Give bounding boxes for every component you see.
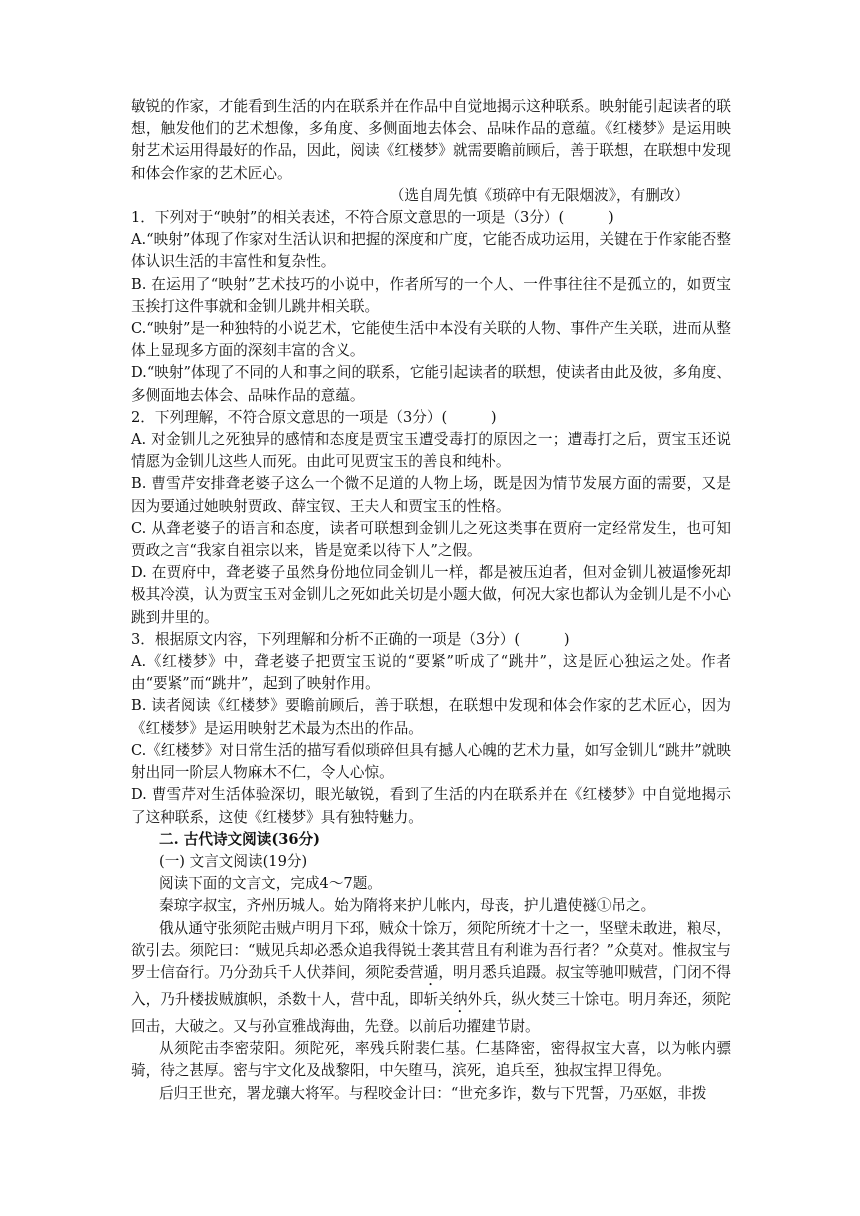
intro-paragraph: 敏锐的作家，才能看到生活的内在联系并在作品中自觉地揭示这种联系。映射能引起读者的联想，触发他们的艺术想像，多角度、多侧面地去体会、品味作品的意蕴。《红楼梦》是运用映射艺术运用得最好的作品，因此，阅读《红楼梦》就需要瞻前顾后，善于联想，在联想中发现和体会作家的艺术匠心。: [131, 98, 731, 182]
dotted-word-dun: 遁: [423, 963, 439, 981]
classical-paragraph-3: 从须陀击李密荥阳。须陀死，率残兵附裴仁基。仁基降密，密得叔宝大喜，以为帐内骠骑，待之甚厚。密与宇文化及战黎阳，中矢堕马，滨死，追兵至，独叔宝捍卫得免。: [131, 1040, 731, 1080]
question-3-option-a: A.《红楼梦》中，聋老婆子把贾宝玉说的“要紧”听成了“跳井”，这是匠心独运之处。作者由“要紧”而“跳井”，起到了映射作用。: [131, 653, 731, 693]
question-2-stem: 2．下列理解，不符合原文意思的一项是（3分）( ): [131, 408, 497, 426]
question-3-option-d: D. 曹雪芹对生活体验深切，眼光敏锐，看到了生活的内在联系并在《红楼梦》中自觉地揭示了这种联系，这使《红楼梦》具有独特魅力。: [131, 786, 731, 826]
classical-paragraph-2-part-a: 俄从通守张须陀击贼卢明月下邳，贼众十馀万，须陀所统才十之一，坚壁未敢进，粮尽，欲引去。须陀曰：“贼见兵却必悉众追我得锐士袭其营且有利谁为吾行者？”众莫对。惟叔宝与罗士信奋行。乃分劲兵千人伏莽间，须陀委营: [131, 919, 731, 981]
question-3-stem: 3．根据原文内容，下列理解和分析不正确的一项是（3分）( ): [131, 630, 570, 648]
question-2-option-b: B. 曹雪芹安排聋老婆子这么一个微不足道的人物上场，既是因为情节发展方面的需要，又是因为要通过她映射贾政、薛宝钗、王夫人和贾宝玉的性格。: [131, 475, 731, 515]
question-2-option-d: D. 在贾府中，聋老婆子虽然身份地位同金钏儿一样，都是被压迫者，但对金钏儿被逼惨死却极其冷漠，认为贾宝玉对金钏儿之死如此关切是小题大做，何况大家也都认为金钏儿是不小心跳到井里的。: [131, 564, 731, 626]
classical-paragraph-2: [131, 918, 731, 1039]
question-1-stem: 1．下列对于“映射”的相关表述，不符合原文意思的一项是（3分）( ): [131, 209, 614, 227]
question-2-option-a: A. 对金钏儿之死独异的感情和态度是贾宝玉遭受毒打的原因之一；遭毒打之后，贾宝玉还说情愿为金钏儿这些人而死。由此可见贾宝玉的善良和纯朴。: [131, 431, 731, 471]
question-1-option-d: D.“映射”体现了不同的人和事之间的联系，它能引起读者的联想，使读者由此及彼，多角度、多侧面地去体会、品味作品的意蕴。: [131, 364, 731, 404]
question-3-option-b: B. 读者阅读《红楼梦》要瞻前顾后，善于联想，在联想中发现和体会作家的艺术匠心，因为《红楼梦》是运用映射艺术最为杰出的作品。: [131, 697, 731, 737]
classical-paragraph-1: 秦琼字叔宝，齐州历城人。始为隋将来护儿帐内，母丧，护儿遣使襚①吊之。: [159, 897, 656, 915]
question-1-option-a: A.“映射”体现了作家对生活认识和把握的深度和广度，它能否成功运用，关键在于作家能否整体认识生活的丰富性和复杂性。: [131, 231, 731, 271]
question-1-option-b: B. 在运用了“映射”艺术技巧的小说中，作者所写的一个人、一件事往往不是孤立的，如贾宝玉挨打这件事就和金钏儿跳井相关联。: [131, 275, 731, 315]
section-title: 二. 古代诗文阅读(36分): [159, 830, 321, 848]
instruction: 阅读下面的文言文，完成4～7题。: [159, 875, 382, 893]
question-1-option-c: C.“映射”是一种独特的小说艺术，它能使生活中本没有关联的人物、事件产生关联，进而从整体上显现多方面的深刻丰富的含义。: [131, 320, 731, 360]
source-note: （选自周先慎《琐碎中有无限烟波》，有删改）: [389, 186, 689, 204]
classical-paragraph-4: 后归王世充，署龙骧大将军。与程咬金计曰：“世充多诈，数与下咒誓，乃巫妪，非拨: [159, 1084, 707, 1102]
classical-paragraph-2-part-b: ，明月悉兵追蹑。叔宝等驰叩贼营，门闭不得入，乃升楼拔贼旗帜，杀数十人，营中乱，即斩关: [131, 963, 731, 1008]
classical-paragraph-2-part-c: 外兵，纵火焚三十馀屯。明月奔还，须陀回击，大破之。又与孙宣雅战海曲，先登。以前后功擢建节尉。: [131, 990, 731, 1035]
question-2-option-c: C. 从聋老婆子的语言和态度，读者可联想到金钏儿之死这类事在贾府一定经常发生，也可知贾政之言“我家自祖宗以来，皆是宽柔以待下人”之假。: [131, 519, 731, 560]
dotted-word-na: 纳: [452, 990, 468, 1008]
question-3-option-c: C.《红楼梦》对日常生活的描写看似琐碎但具有撼人心魄的艺术力量，如写金钏儿“跳井”就映射出同一阶层人物麻木不仁，令人心惊。: [131, 741, 731, 782]
subsection-title: (一) 文言文阅读(19分): [159, 852, 308, 870]
document-page: [131, 96, 731, 1105]
